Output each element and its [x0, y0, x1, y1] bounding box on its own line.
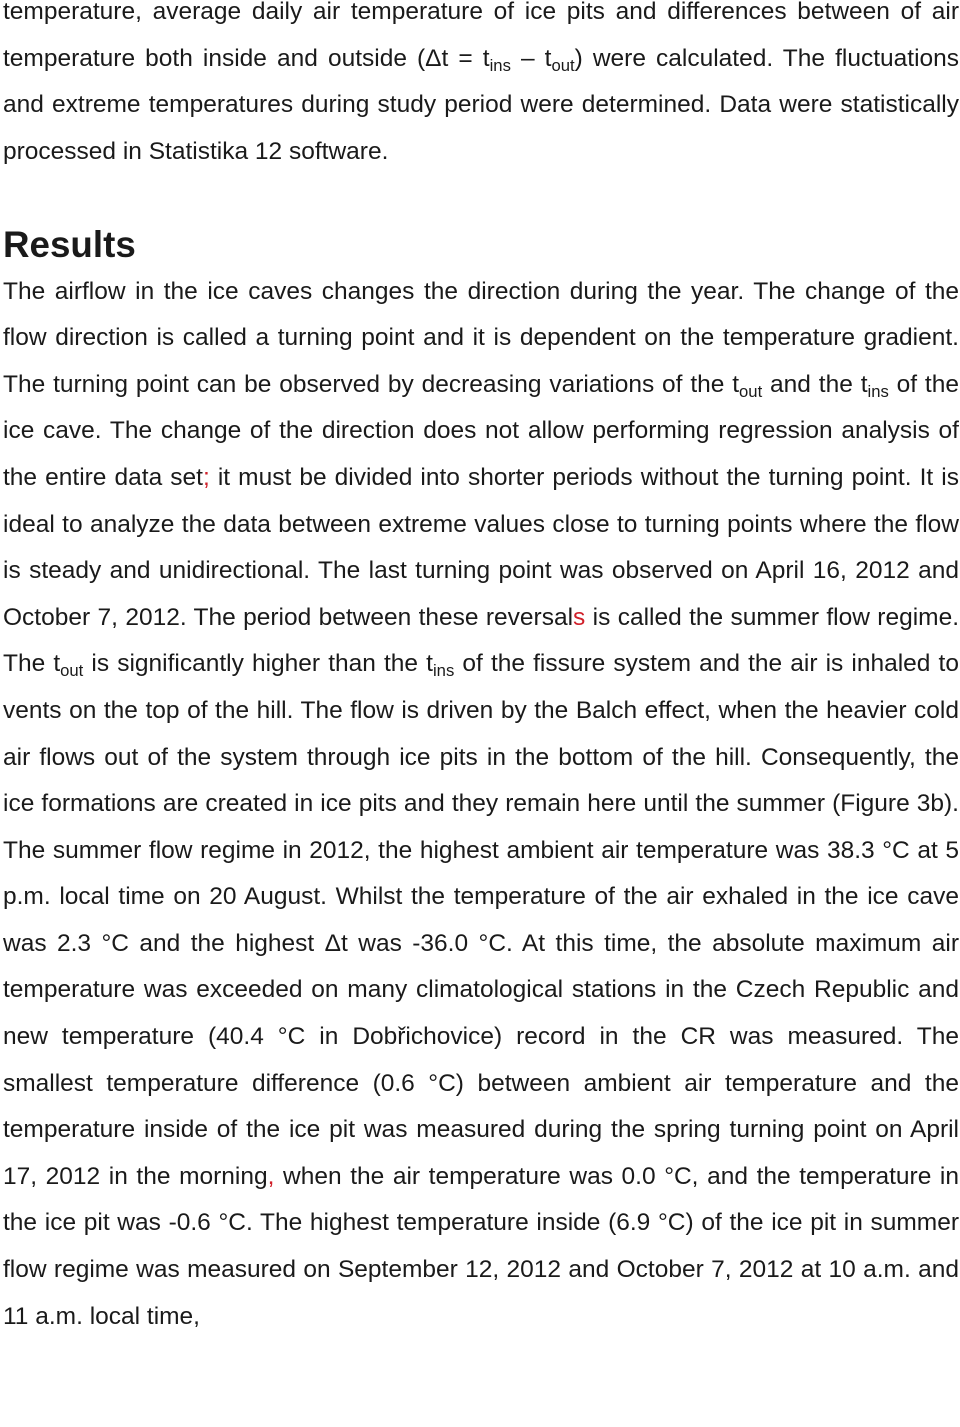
paragraph-spacer: [3, 175, 959, 222]
subscript: ins: [867, 381, 889, 401]
highlighted-text: ,: [267, 1162, 275, 1190]
text-run: temperature, average daily air temperature of ice pits and differences between of air temperature both inside and outside (Δt = t: [3, 0, 959, 72]
subscript: out: [739, 381, 763, 401]
text-run: The airflow in the ice caves changes the direction during the year. The change of the flow direction is called a turning point and it is dependent on the temperature gradient. The turning point can be observed by decreasing variations of the t: [3, 277, 959, 398]
text-run: is called the summer flow regime. The t: [3, 603, 959, 678]
highlighted-text: s: [573, 603, 586, 631]
text-run: ) were calculated. The fluctuations and extreme temperatures during study period were determined. Data were statistically processed in Statistika 12 software.: [3, 44, 960, 165]
text-run: it must be divided into shorter periods without the turning point. It is ideal to analyze the data between extreme values close to turning points where the flow is steady and unidirectional. The last turning point was observed on April 16, 2012 and October 7, 2012. The period between these reversal: [3, 463, 959, 631]
text-run: of the ice cave. The change of the direction does not allow performing regression analysis of the entire data set: [3, 370, 959, 491]
text-run: and the t: [762, 370, 868, 398]
highlighted-text: ;: [202, 463, 210, 491]
text-run: is significantly higher than the t: [83, 650, 433, 678]
text-run: of the fissure system and the air is inhaled to vents on the top of the hill. The flow is driven by the Balch effect, when the heavier cold air flows out of the system through ice pits in the bottom of the hill. Consequently, the ice formations are created in ice pits and they remain here until the summer (Figure 3b). The summer flow regime in 2012, the highest ambient air temperature was 38.3 °C at 5 p.m. local time on 20 August. Whilst the temperature of the air exhaled in the ice cave was 2.3 °C and the highest Δt was -36.0 °C. At this time, the absolute maximum air temperature was exceeded on many climatological stations in the Czech Republic and new temperature (40.4 °C in Dobřichovice) record in the CR was measured. The smallest temperature difference (0.6 °C) between ambient air temperature and the temperature inside of the ice pit was measured during the spring turning point on April 17, 2012 in the morning: [3, 650, 959, 1190]
methods-paragraph: [3, 0, 959, 175]
text-run: when the air temperature was 0.0 °C, and the temperature in the ice pit was -0.6 °C. The highest temperature inside (6.9 °C) of the ice pit in summer flow regime was measured on September 12, 2012 and October 7, 2012 at 10 a.m. and 11 a.m. local time,: [3, 1162, 959, 1330]
subscript: out: [60, 661, 84, 681]
text-run: – t: [510, 44, 552, 72]
section-heading-results: Results: [3, 223, 136, 265]
subscript: ins: [489, 55, 511, 75]
subscript: ins: [432, 661, 455, 681]
document-page: [3, 0, 959, 1340]
subscript: out: [551, 55, 575, 75]
results-paragraph: [3, 269, 959, 1341]
